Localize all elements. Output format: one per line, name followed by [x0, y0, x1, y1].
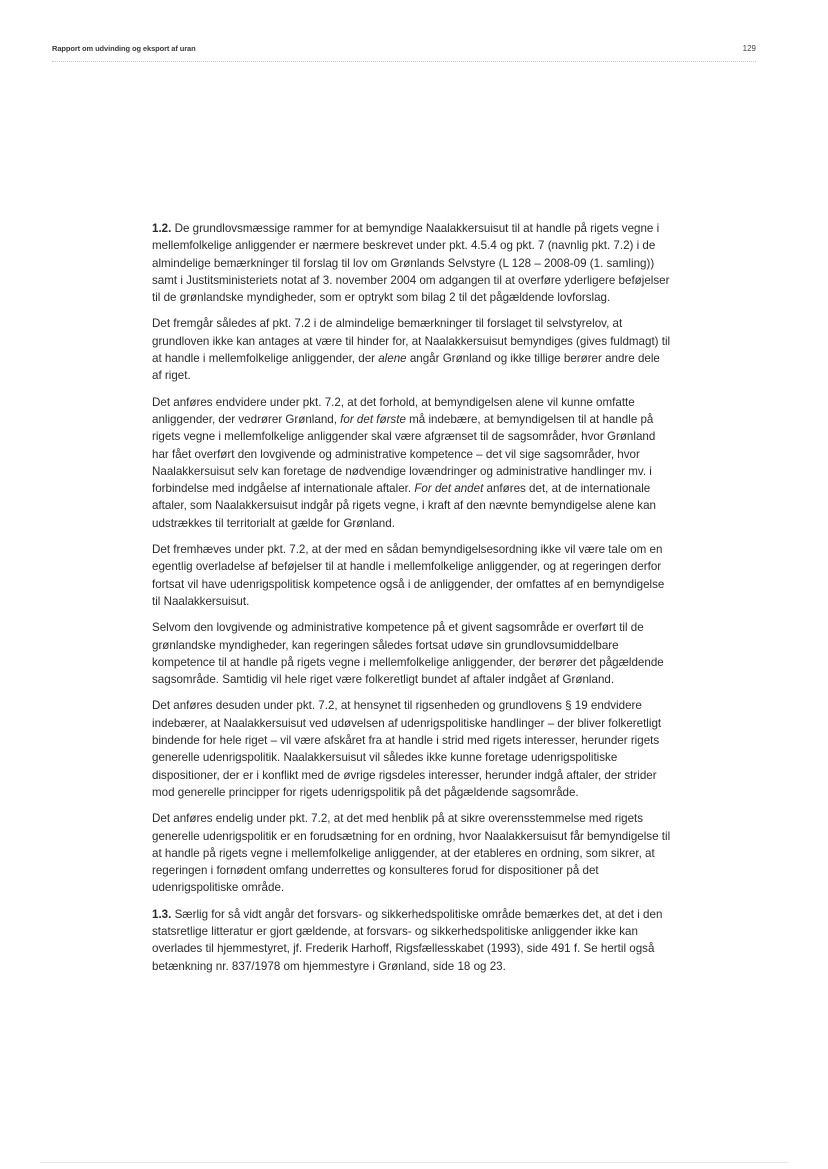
running-header-title: Rapport om udvinding og eksport af uran — [52, 44, 196, 53]
text-run: Selvom den lovgivende og administrative kompetence på et givent sagsområde er overført til de grønlandske myndigheder, kan regeringen således fortsat udøve sin grundlovsumiddelbare kompetence til at handle på rigets vegne i mellemfolkelige anliggender, der berører det pågældende sagsområde. Samtidig vil hele riget være folkeretligt bundet af aftaler indgået af Grønland. — [152, 621, 664, 687]
paragraph — [152, 906, 672, 975]
header-divider — [52, 61, 756, 62]
text-run: må indebære, at bemyndigelsen til at handle på rigets vegne i mellemfolkelige anliggender skal være afgrænset til de sagsområder, hvor Grønland har fået overført den lovgivende og administrative kompetence – det vil sige sagsområder, hvor Naalakkersuisut selv kan foretage de nødvendige lovændringer og administrative handlinger mv. i forbindelse med indgåelse af internationale aftaler. — [152, 412, 656, 496]
body-text — [152, 220, 672, 984]
text-run: Det fremgår således af pkt. 7.2 i de almindelige bemærkninger til forslaget til selvstyrelov, at grundloven ikke kan antages at være til hinder for, at Naalakkersuisut bemyndiges (gives fuldmagt) til at handle i mellemfolkelige anliggender, der — [152, 317, 671, 366]
text-run: De grundlovsmæssige rammer for at bemyndige Naalakkersuisut til at handle på rigets vegne i mellemfolkelige anliggender er nærmere beskrevet under pkt. 4.5.4 og pkt. 7 (navnlig pkt. 7.2) i de almindelige bemærkninger til forslag til lov om Grønlands Selvstyre (L 128 – 2008-09 (1. samling)) samt i Justitsministeriets notat af 3. november 2004 om adgangen til at overføre yderligere beføjelser til de grønlandske myndigheder, som er optrykt som bilag 2 til det pågældende lovforslag. — [152, 222, 670, 305]
text-run: angår Grønland og ikke tillige berører andre dele af riget. — [152, 352, 660, 383]
emphasis-text: for det første — [340, 412, 406, 426]
text-run: Det anføres desuden under pkt. 7.2, at hensynet til rigsenheden og grundlovens § 19 endvidere indebærer, at Naalakkersuisut ved udøvelsen af udenrigspolitiske handlinger – der bliver folkeretligt bindende for hele riget – vil være afskåret fra at handle i strid med rigets interesser, herunder rigets generelle udenrigspolitik. Naalakkersuisut vil således ikke kunne foretage udenrigspolitiske dispositioner, der er i konflikt med de øvrige rigsdeles interesser, herunder indgå aftaler, der strider mod generelle principper for rigets udenrigspolitik på det pågældende sagsområde. — [152, 699, 662, 799]
text-run: Det anføres endelig under pkt. 7.2, at det med henblik på at sikre overensstemmelse med rigets generelle udenrigspolitik er en forudsætning for en ordning, hvor Naalakkersuisut får bemyndigelse til at handle på rigets vegne i mellemfolkelige anliggender, at der etableres en ordning, som sikrer, at regeringen i fornødent omfang underrettes og konsulteres forud for dispositioner på det udenrigspolitiske område. — [152, 812, 671, 895]
emphasis-text: alene — [378, 352, 407, 366]
paragraph — [152, 619, 672, 688]
paragraph — [152, 220, 672, 306]
paragraph — [152, 315, 672, 384]
section-number: 1.3. — [152, 907, 172, 921]
emphasis-text: For det andet — [414, 482, 484, 496]
text-run: Særlig for så vidt angår det forsvars- og sikkerhedspolitiske område bemærkes det, at det i den statsretlige litteratur er gjort gældende, at forsvars- og sikkerhedspolitiske anliggender ikke kan overlades til hjemmestyret, jf. Frederik Harhoff, Rigsfællesskabet (1993), side 491 f. Se hertil også betænkning nr. 837/1978 om hjemmestyre i Grønland, side 18 og 23. — [152, 907, 663, 973]
paragraph — [152, 697, 672, 801]
text-run: Det anføres endvidere under pkt. 7.2, at det forhold, at bemyndigelsen alene vil kunne omfatte anliggender, der vedrører Grønland, — [152, 395, 635, 426]
footer-divider — [40, 1162, 788, 1163]
paragraph — [152, 810, 672, 896]
text-run: anføres det, at de internationale aftaler, som Naalakkersuisut indgår på rigets vegne, i kraft af den nævnte bemyndigelse alene kan udstrækkes til territorialt at gælde for Grønland. — [152, 482, 656, 530]
paragraph — [152, 541, 672, 610]
paragraph — [152, 394, 672, 532]
page-number: 129 — [742, 44, 756, 53]
text-run: Det fremhæves under pkt. 7.2, at der med en sådan bemyndigelsesordning ikke vil være tale om en egentlig overladelse af beføjelser til at handle i mellemfolkelige anliggender, og at regeringen derfor fortsat vil have udenrigspolitisk kompetence også i de anliggender, der omfattes af en bemyndigelse til Naalakkersuisut. — [152, 543, 665, 608]
section-number: 1.2. — [152, 222, 172, 235]
running-header — [52, 44, 756, 60]
